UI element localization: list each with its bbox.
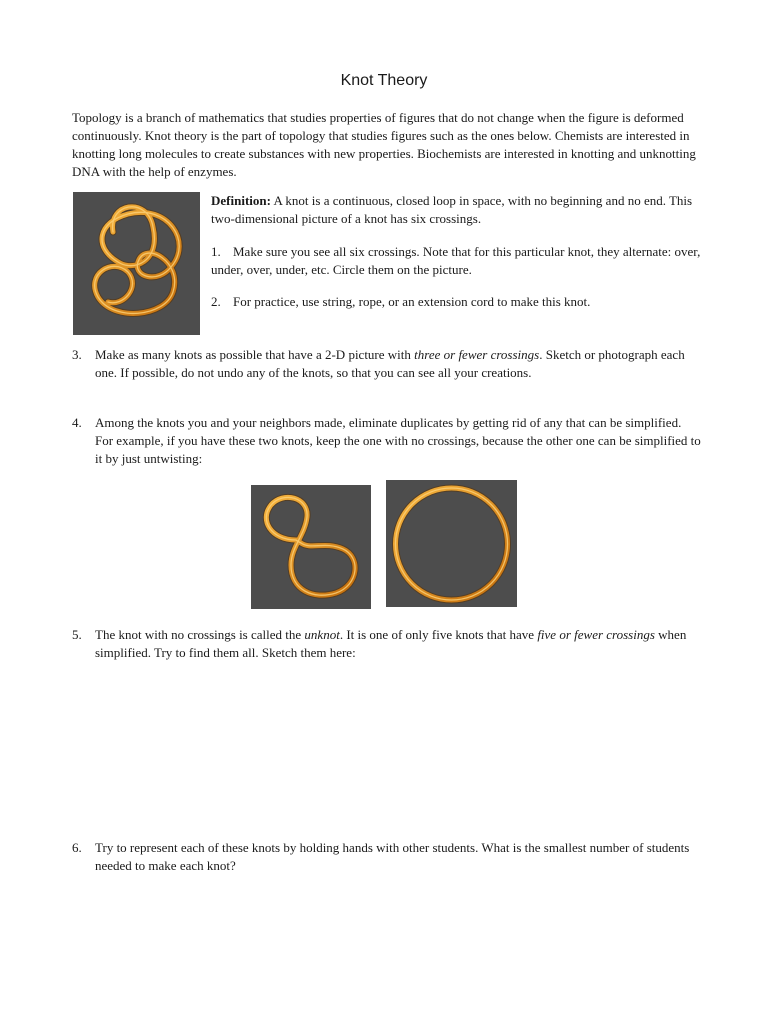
list-item [72, 626, 702, 662]
list-item [72, 839, 702, 875]
page-title: Knot Theory [340, 72, 428, 89]
definition-label: Definition: [211, 193, 271, 208]
item-text: . It is one of only five knots that have [339, 627, 538, 642]
item-text: Among the knots you and your neighbors made, eliminate duplicates by getting rid of any that can be simplified. For example, if you have these two knots, keep the one with no crossings, because the other one can be simplified to it by just untwisting: [95, 415, 701, 466]
six-crossing-knot-drawing [73, 192, 200, 335]
definition [211, 192, 701, 228]
item-emphasis: three or fewer crossings [414, 347, 540, 362]
item-emphasis: five or fewer crossings [537, 627, 655, 642]
item-text: Try to represent each of these knots by holding hands with other students. What is the smallest number of students needed to make each knot? [95, 840, 690, 873]
definition-text: A knot is a continuous, closed loop in space, with no beginning and no end. This two-dimensional picture of a knot has six crossings. [211, 193, 693, 226]
item-text: . Sketch or photograph each one. If possible, do not undo any of the knots, so that you can see all your creations. [95, 347, 685, 380]
twisted-loop-image [251, 485, 371, 609]
item-number: 1. [211, 244, 221, 259]
item-text: when simplified. Try to find them all. Sketch them here: [95, 627, 687, 660]
item-text: The knot with no crossings is called the [95, 627, 305, 642]
item-number: 4. [72, 415, 82, 430]
twisted-loop-drawing [251, 485, 371, 609]
item-number: 3. [72, 347, 82, 362]
list-item [211, 293, 701, 311]
item-number: 2. [211, 294, 221, 309]
item-text: Make as many knots as possible that have a 2-D picture with [95, 347, 415, 362]
item-number: 5. [72, 627, 82, 642]
list-item [72, 346, 702, 382]
intro-paragraph: Topology is a branch of mathematics that studies properties of figures that do not change when the figure is deformed continuously. Knot theory is the part of topology that studies figures such as the ones below. Chemists are interested in knotting long molecules to create substances with new properties. Biochemists are interested in knotting and unknotting DNA with the help of enzymes. [72, 110, 696, 179]
unknot-drawing [386, 480, 517, 607]
item-text: Make sure you see all six crossings. Note that for this particular knot, they alternate: over, under, over, under, etc. Circle them on the picture. [211, 244, 701, 277]
list-item [211, 243, 701, 279]
item-text: For practice, use string, rope, or an extension cord to make this knot. [233, 294, 591, 309]
item-emphasis: unknot [304, 627, 340, 642]
unknot-image [386, 480, 517, 607]
six-crossing-knot-image [73, 192, 200, 335]
item-number: 6. [72, 840, 82, 855]
list-item [72, 414, 702, 468]
